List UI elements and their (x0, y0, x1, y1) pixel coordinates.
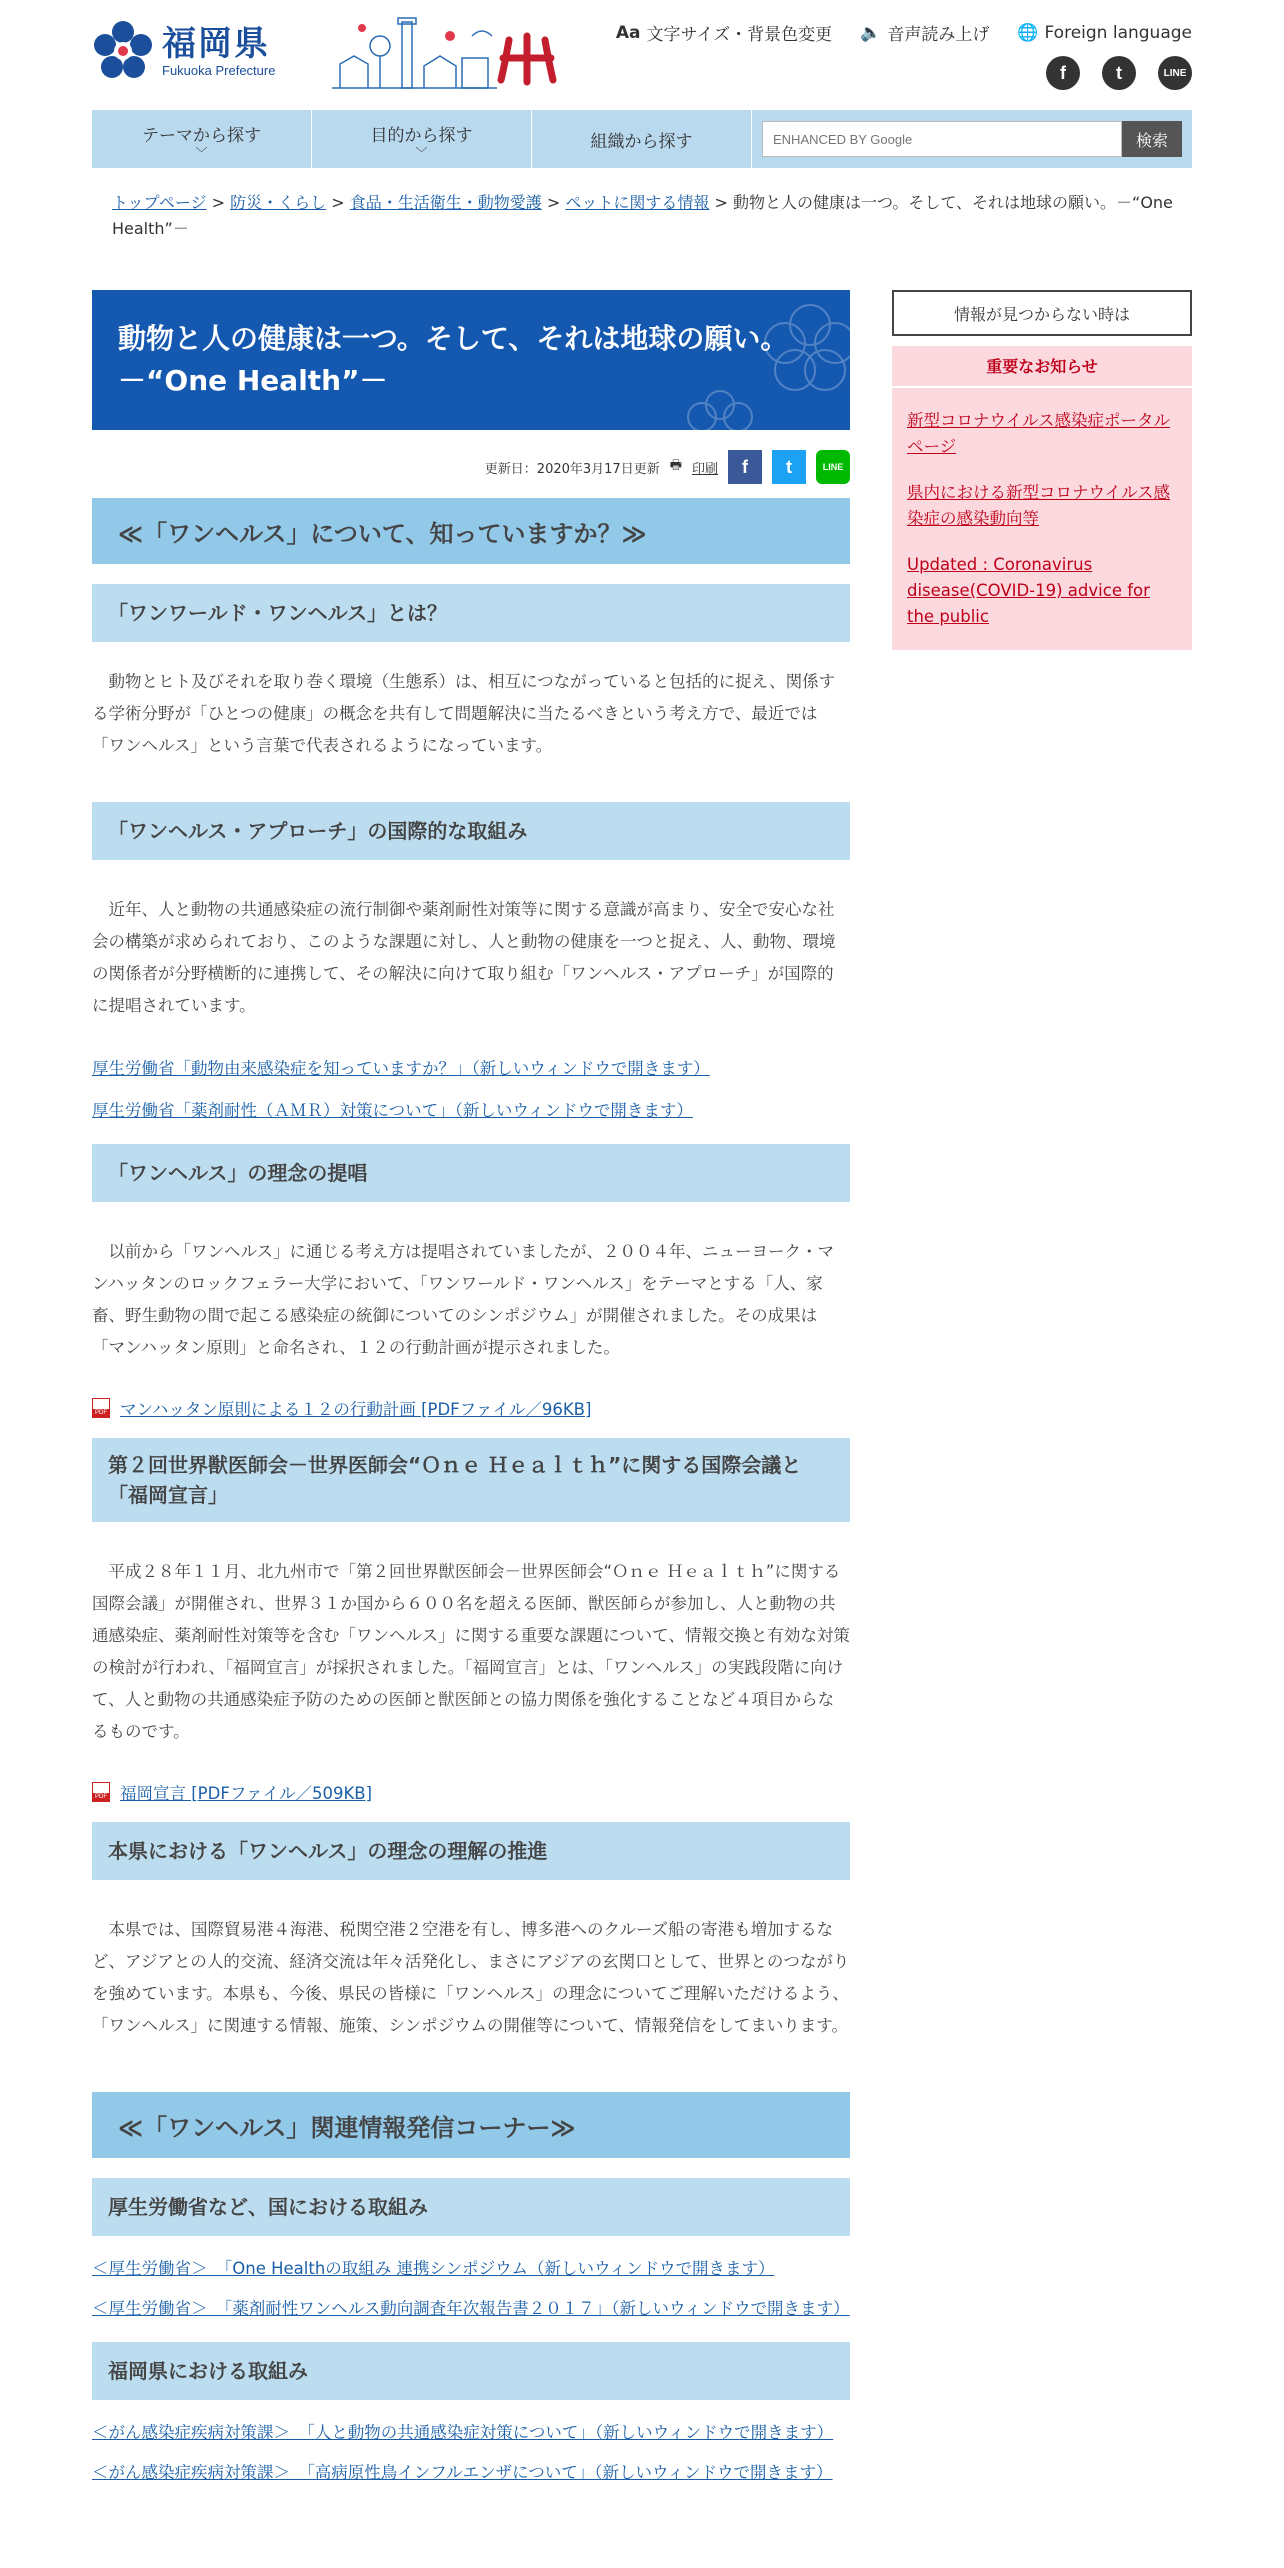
breadcrumb (112, 190, 1182, 242)
header-illustration (332, 16, 497, 90)
breadcrumb-disaster-life[interactable]: 防災・くらし (230, 193, 327, 212)
para-intl-approach: 近年、人と動物の共通感染症の流行制御や薬剤耐性対策等に関する意識が高まり、安全で安心な社会の構築が求められており、このような課題に対し、人と動物の健康を一つと捉え、人、動物、環境の関係者が分野横断的に連携して、その解決に向けて取り組む「ワンヘルス・アプローチ」が国際的に提唱されています。 (92, 900, 836, 1015)
heading-about-onehealth: ≪「ワンヘルス」について、知っていますか？≫ (92, 498, 850, 564)
para-concept: 以前から「ワンヘルス」に通じる考え方は提唱されていましたが、２００４年、ニューヨーク・マンハッタンのロックフェラー大学において、「ワンワールド・ワンヘルス」をテーマとする「人、家畜、野生動物の間で起こる感染症の統御についてのシンポジウム」が開催されました。その成果は「マンハッタン原則」と命名され、１２の行動計画が提示されました。 (92, 1242, 835, 1357)
font-settings-link[interactable] (616, 20, 832, 45)
plum-blossom-logo-icon (92, 20, 154, 82)
heading-fukuoka: 福岡県における取組み (92, 2342, 850, 2400)
read-aloud-link[interactable] (860, 20, 989, 45)
site-logo[interactable] (92, 20, 275, 82)
line-icon[interactable]: LINE (1158, 56, 1192, 90)
heading-world-conference: 第２回世界獣医師会－世界医師会“Ｏｎｅ Ｈｅａｌｔｈ”に関する国際会議と「福岡宣言」 (92, 1438, 850, 1522)
not-found-button[interactable]: 情報が見つからない時は (892, 290, 1192, 336)
heading-national: 厚生労働省など、国における取組み (92, 2178, 850, 2236)
chevron-down-icon: ﹀ (195, 145, 208, 160)
foreign-language-label: Foreign language (1044, 22, 1192, 43)
breadcrumb-separator: > (211, 193, 226, 212)
twitter-icon[interactable]: t (1102, 56, 1136, 90)
breadcrumb-pet-info[interactable]: ペットに関する情報 (565, 193, 710, 212)
updated-date: 更新日：2020年3月17日更新 (484, 461, 660, 477)
font-size-icon: Aa (615, 22, 641, 43)
heading-concept: 「ワンヘルス」の理念の提唱 (92, 1144, 850, 1202)
para-one-world: 動物とヒト及びそれを取り巻く環境（生態系）は、相互につながっていると包括的に捉え、関係する学術分野が「ひとつの健康」の概念を共有して問題解決に当たるべきという考え方で、最近では「ワンヘルス」という言葉で代表されるようになっています。 (92, 672, 836, 755)
pdf-icon (92, 1782, 110, 1802)
link-row (92, 2460, 850, 2486)
link-row (92, 1056, 850, 1082)
nav-theme-search[interactable] (92, 110, 312, 168)
main-content (92, 290, 850, 2486)
notice-link-covid-portal[interactable]: 新型コロナウイルス感染症ポータルページ (907, 411, 1171, 456)
foreign-language-link[interactable] (1017, 20, 1192, 45)
chevron-down-icon: ﹀ (415, 145, 428, 160)
print-link[interactable]: 印刷 (691, 461, 718, 477)
link-fukuoka-zoonoses[interactable]: ＜がん感染症疾病対策課＞ 「人と動物の共通感染症対策について」（新しいウィンドウで開きます） (92, 2423, 834, 2442)
page-title: 動物と人の健康は一つ。そして、それは地球の願い。－“One Health”－ (118, 322, 789, 397)
site-search (752, 110, 1192, 168)
pdf-icon (92, 1398, 110, 1418)
nav-theme-label: テーマから探す (142, 125, 261, 146)
speaker-icon: 🔈 (860, 22, 882, 43)
globe-icon: 🌐 (1017, 22, 1039, 43)
link-row (92, 2256, 850, 2282)
update-row (92, 450, 850, 484)
sidebar (892, 290, 1192, 650)
breadcrumb-separator: > (714, 193, 728, 212)
para-world-conference: 平成２８年１１月、北九州市で「第２回世界獣医師会－世界医師会“Ｏｎｅ Ｈｅａｌｔｈ”に関する国際会議」が開催され、世界３１か国から６００名を超える医師、獣医師らが参加し、人と動物の共通感染症、薬剤耐性対策等を含む「ワンヘルス」に関する重要な課題について、情報交換と有効な対策の検討が行われ、「福岡宣言」が採択されました。「福岡宣言」とは、「ワンヘルス」の実践段階に向けて、人と動物の共通感染症予防のための医師と獣医師との協力関係を強化することなど４項目からなるものです。 (92, 1562, 850, 1741)
heading-info-corner: ≪「ワンヘルス」関連情報発信コーナー≫ (92, 2092, 850, 2158)
link-fukuoka-avian-flu[interactable]: ＜がん感染症疾病対策課＞ 「高病原性鳥インフルエンザについて」（新しいウィンドウで開きます） (92, 2463, 833, 2482)
link-mhlw-zoonoses[interactable]: 厚生労働省「動物由来感染症を知っていますか？」（新しいウィンドウで開きます） (92, 1059, 710, 1078)
site-header (92, 0, 1192, 108)
notice-link-covid-english[interactable]: Updated : Coronavirus disease(COVID-19) advice for the public (907, 555, 1150, 626)
logo-name-en: Fukuoka Prefecture (162, 62, 276, 78)
important-notice-box (892, 346, 1192, 650)
printer-icon[interactable]: 🖶 (669, 458, 682, 473)
sns-links (1046, 56, 1192, 90)
global-nav (92, 110, 1192, 168)
notice-title: 重要なお知らせ (892, 346, 1192, 388)
pdf-row (92, 1780, 850, 1804)
pdf-link-fukuoka-declaration[interactable]: 福岡宣言 [PDFファイル／509KB] (120, 1784, 373, 1803)
breadcrumb-separator: > (331, 193, 345, 212)
link-row (92, 2296, 850, 2322)
nav-purpose-search[interactable] (312, 110, 532, 168)
notice-link-covid-trends[interactable]: 県内における新型コロナウイルス感染症の感染動向等 (907, 483, 1171, 528)
pdf-row (92, 1396, 850, 1420)
utility-links (616, 20, 1192, 45)
breadcrumb-current: 動物と人の健康は一つ。そして、それは地球の願い。－“One Health”－ (112, 193, 1173, 238)
facebook-share-icon[interactable]: f (728, 450, 762, 484)
facebook-icon[interactable]: f (1046, 56, 1080, 90)
breadcrumb-top[interactable]: トップページ (112, 193, 207, 212)
link-row (92, 2420, 850, 2446)
logo-name-jp: 福岡県 (162, 23, 270, 64)
page-title-box (92, 290, 850, 430)
read-aloud-label: 音声読み上げ (887, 25, 990, 45)
twitter-share-icon[interactable]: t (772, 450, 806, 484)
nav-purpose-label: 目的から探す (370, 125, 473, 146)
nav-org-search[interactable] (532, 110, 752, 168)
line-share-icon[interactable]: LINE (816, 450, 850, 484)
plum-decoration-icon (660, 290, 850, 430)
link-national-amr-report[interactable]: ＜厚生労働省＞ 「薬剤耐性ワンヘルス動向調査年次報告書２０１７」（新しいウィンドウで開きます） (92, 2299, 850, 2318)
heading-pref-promotion: 本県における「ワンヘルス」の理念の理解の推進 (92, 1822, 850, 1880)
font-settings-label: 文字サイズ・背景色変更 (646, 25, 833, 45)
nav-org-label: 組織から探す (590, 131, 693, 152)
breadcrumb-food-hygiene[interactable]: 食品・生活衛生・動物愛護 (349, 193, 542, 212)
breadcrumb-separator: > (546, 193, 561, 212)
kyushu-mark-logo-icon (497, 18, 557, 90)
search-button[interactable]: 検索 (1122, 121, 1182, 157)
link-national-symposium[interactable]: ＜厚生労働省＞ 「One Healthの取組み 連携シンポジウム（新しいウィンドウで開きます） (92, 2259, 775, 2278)
para-pref-promotion: 本県では、国際貿易港４海港、税関空港２空港を有し、博多港へのクルーズ船の寄港も増加するなど、アジアとの人的交流、経済交流は年々活発化し、まさにアジアの玄関口として、世界とのつながりを強めています。本県も、今後、県民の皆様に「ワンヘルス」の理念についてご理解いただけるよう、「ワンヘルス」に関連する情報、施策、シンポジウムの開催等について、情報発信をしてまいります。 (92, 1920, 850, 2035)
heading-intl-approach: 「ワンヘルス・アプローチ」の国際的な取組み (92, 802, 850, 860)
link-mhlw-amr[interactable]: 厚生労働省「薬剤耐性（ＡＭＲ）対策について」（新しいウィンドウで開きます） (92, 1101, 693, 1120)
heading-one-world: 「ワンワールド・ワンヘルス」とは？ (92, 584, 850, 642)
pdf-link-manhattan[interactable]: マンハッタン原則による１２の行動計画 [PDFファイル／96KB] (120, 1400, 592, 1419)
link-row (92, 1098, 850, 1124)
search-input[interactable] (762, 121, 1122, 157)
